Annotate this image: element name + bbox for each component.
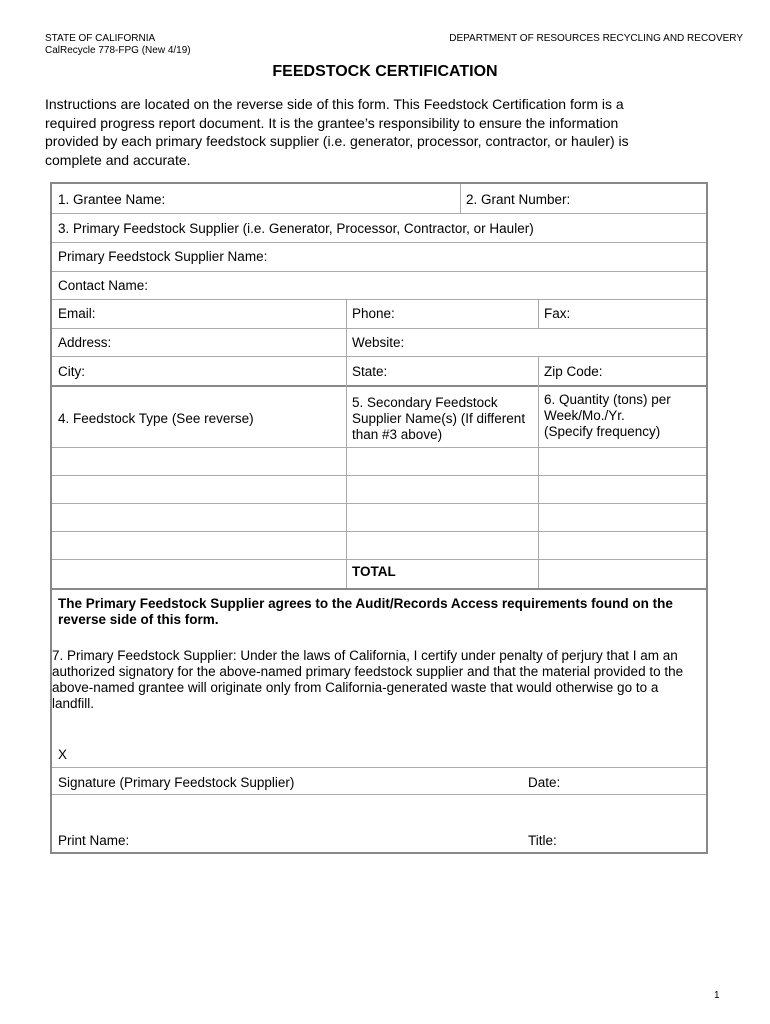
total-label: TOTAL <box>352 564 396 579</box>
quantity-cell[interactable] <box>539 476 706 503</box>
title-label: Title: <box>528 833 557 848</box>
certification-line: landfill. <box>52 696 95 711</box>
secondary-supplier-header-line: than #3 above) <box>352 427 443 442</box>
address-field[interactable]: Address: <box>58 335 112 350</box>
column-divider <box>346 299 347 385</box>
certification-form <box>50 182 708 854</box>
primary-supplier-name-field[interactable]: Primary Feedstock Supplier Name: <box>58 249 268 264</box>
audit-statement-line: reverse side of this form. <box>58 612 219 627</box>
secondary-supplier-cell[interactable] <box>347 476 538 503</box>
fax-field[interactable]: Fax: <box>544 306 571 321</box>
row-divider <box>52 794 706 795</box>
state-label: STATE OF CALIFORNIA <box>45 33 156 44</box>
feedstock-type-cell[interactable] <box>52 532 346 559</box>
department-label: DEPARTMENT OF RESOURCES RECYCLING AND RECOVERY <box>449 33 743 44</box>
certification-line: 7. Primary Feedstock Supplier: Under the laws of California, I certify under penalty of perjury that I am an <box>52 648 678 663</box>
feedstock-type-cell[interactable] <box>52 504 346 531</box>
website-field[interactable]: Website: <box>352 335 405 350</box>
title-field[interactable] <box>572 796 702 852</box>
column-divider <box>460 184 461 213</box>
instructions-line: Instructions are located on the reverse side of this form. This Feedstock Certification form is a <box>45 96 624 112</box>
quantity-header-line: Week/Mo./Yr. <box>544 408 625 423</box>
quantity-cell[interactable] <box>539 504 706 531</box>
secondary-supplier-cell[interactable] <box>347 504 538 531</box>
grantee-name-field[interactable]: 1. Grantee Name: <box>58 192 166 207</box>
signature-label: Signature (Primary Feedstock Supplier) <box>58 775 295 790</box>
row-divider <box>52 213 706 214</box>
feedstock-type-cell[interactable] <box>52 476 346 503</box>
row-divider <box>52 767 706 768</box>
row-divider <box>52 299 706 300</box>
quantity-header-line: 6. Quantity (tons) per <box>544 392 671 407</box>
instructions-paragraph <box>45 95 735 169</box>
row-divider <box>52 242 706 243</box>
row-divider <box>52 356 706 357</box>
print-name-label: Print Name: <box>58 833 130 848</box>
form-id: CalRecycle 778-FPG (New 4/19) <box>45 45 191 56</box>
quantity-cell[interactable] <box>539 532 706 559</box>
phone-field[interactable]: Phone: <box>352 306 395 321</box>
contact-name-field[interactable]: Contact Name: <box>58 278 149 293</box>
quantity-cell[interactable] <box>539 448 706 475</box>
date-label: Date: <box>528 775 561 790</box>
print-name-field[interactable] <box>52 796 522 852</box>
grant-number-field[interactable]: 2. Grant Number: <box>466 192 571 207</box>
feedstock-type-cell[interactable] <box>52 448 346 475</box>
secondary-supplier-cell[interactable] <box>347 532 538 559</box>
primary-supplier-section-label: 3. Primary Feedstock Supplier (i.e. Generator, Processor, Contractor, or Hauler) <box>58 221 534 236</box>
instructions-line: complete and accurate. <box>45 151 191 168</box>
audit-statement-line: The Primary Feedstock Supplier agrees to the Audit/Records Access requirements found on the <box>58 596 673 611</box>
city-field[interactable]: City: <box>58 364 85 379</box>
zip-code-field[interactable]: Zip Code: <box>544 364 603 379</box>
column-divider <box>538 356 539 385</box>
row-divider <box>52 588 706 590</box>
certification-line: above-named grantee will originate only from California-generated waste that would otherwise go to a <box>52 680 659 695</box>
state-field[interactable]: State: <box>352 364 388 379</box>
column-divider <box>538 299 539 328</box>
secondary-supplier-header-line: 5. Secondary Feedstock <box>352 395 498 410</box>
total-quantity-cell[interactable] <box>539 560 706 587</box>
row-divider <box>52 271 706 272</box>
instructions-line: provided by each primary feedstock supplier (i.e. generator, processor, contractor, or hauler) is <box>45 133 629 149</box>
secondary-supplier-cell[interactable] <box>347 448 538 475</box>
page-number: 1 <box>714 990 720 1001</box>
signature-mark: X <box>58 747 68 762</box>
feedstock-type-header: 4. Feedstock Type (See reverse) <box>58 411 254 426</box>
email-field[interactable]: Email: <box>58 306 96 321</box>
signature-field[interactable] <box>82 732 702 766</box>
row-divider <box>52 385 706 387</box>
certification-line: authorized signatory for the above-named primary feedstock supplier and that the material provided to the <box>52 664 684 679</box>
row-divider <box>52 328 706 329</box>
quantity-header-line: (Specify frequency) <box>544 424 661 439</box>
instructions-line: required progress report document. It is the grantee’s responsibility to ensure the information <box>45 114 619 131</box>
secondary-supplier-header-line: Supplier Name(s) (If different <box>352 411 526 426</box>
page-title: FEEDSTOCK CERTIFICATION <box>272 63 498 80</box>
